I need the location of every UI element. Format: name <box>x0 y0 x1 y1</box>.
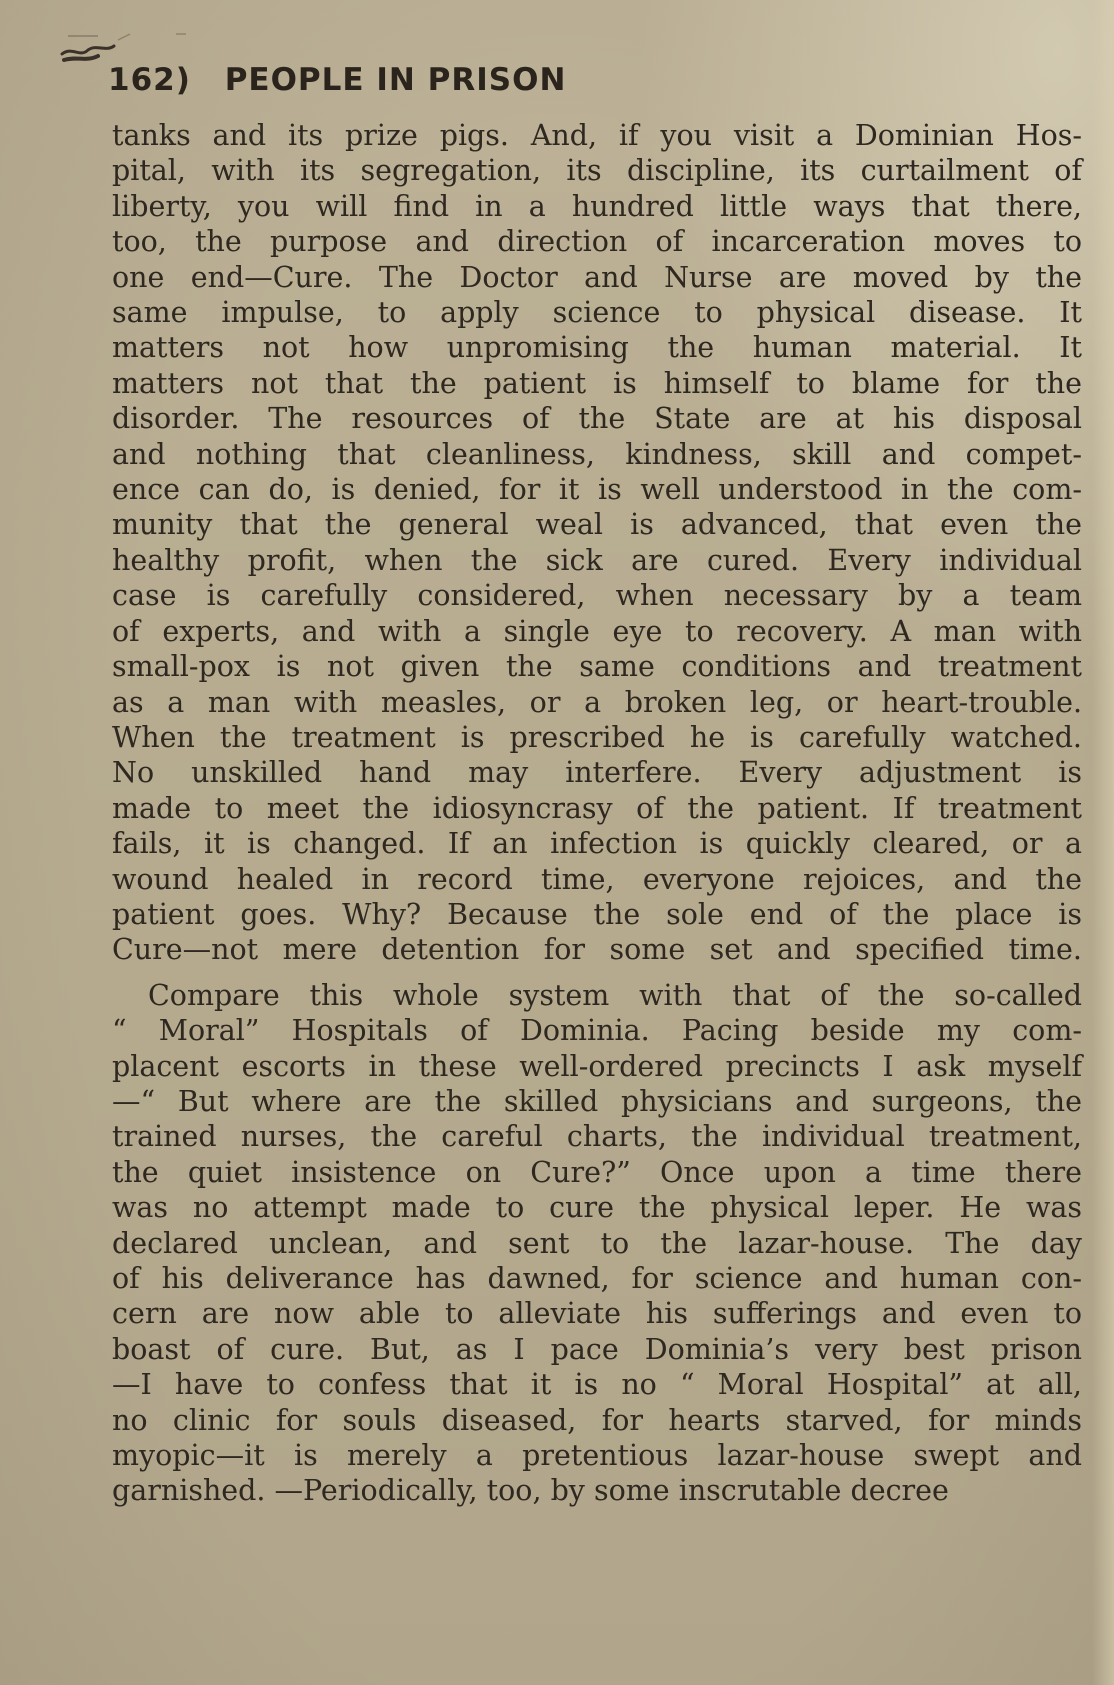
text-line: When the treatment is prescribed he is carefully watched. <box>112 720 1082 754</box>
text-line: “ Moral” Hospitals of Dominia. Pacing beside my com- <box>112 1014 1082 1048</box>
text-line: was no attempt made to cure the physical leper. He was <box>112 1191 1082 1225</box>
text-line: —“ But where are the skilled physicians and surgeons, the <box>112 1084 1082 1118</box>
text-line: of his deliverance has dawned, for science and human con- <box>112 1262 1082 1295</box>
text-line: boast of cure. But, as I pace Dominia’s very best prison <box>112 1332 1082 1366</box>
text-line: no clinic for souls diseased, for hearts starved, for minds <box>112 1403 1082 1437</box>
text-line: liberty, you will find in a hundred little ways that there, <box>112 189 1082 223</box>
text-line: and nothing that cleanliness, kindness, skill and compet- <box>112 437 1082 471</box>
text-line: same impulse, to apply science to physical disease. It <box>112 296 1082 330</box>
running-header <box>108 62 566 98</box>
text-line: declared unclean, and sent to the lazar-house. The day <box>112 1226 1082 1260</box>
paragraph <box>112 978 1082 1509</box>
text-line: No unskilled hand may interfere. Every adjustment is <box>112 756 1082 790</box>
body-text <box>112 118 1082 1509</box>
running-title: PEOPLE IN PRISON <box>224 62 567 98</box>
text-line: patient goes. Why? Because the sole end of the place is <box>112 897 1082 931</box>
text-line: placent escorts in these well-ordered precincts I ask myself <box>112 1049 1082 1083</box>
text-line: Cure—not mere detention for some set and specified time. <box>112 933 1082 967</box>
page-edge <box>1092 0 1114 1685</box>
text-line: healthy profit, when the sick are cured. Every individual <box>112 543 1082 577</box>
text-line: matters not how unpromising the human material. It <box>112 331 1082 365</box>
text-line: trained nurses, the careful charts, the individual treatment, <box>112 1120 1082 1154</box>
text-line: myopic—it is merely a pretentious lazar-house swept and <box>112 1439 1082 1473</box>
text-line: pital, with its segregation, its discipline, its curtailment of <box>112 154 1082 188</box>
text-line: cern are now able to alleviate his sufferings and even to <box>112 1297 1082 1331</box>
text-line: —I have to confess that it is no “ Moral Hospital” at all, <box>112 1368 1082 1402</box>
text-line: too, the purpose and direction of incarceration moves to <box>112 225 1082 259</box>
page-number: 162) <box>108 62 191 98</box>
paragraph-gap <box>112 968 1082 978</box>
paragraph <box>112 118 1082 968</box>
text-line: one end—Cure. The Doctor and Nurse are moved by the <box>112 260 1082 294</box>
text-line: the quiet insistence on Cure?” Once upon a time there <box>112 1155 1082 1189</box>
text-line: tanks and its prize pigs. And, if you visit a Dominian Hos- <box>112 119 1082 152</box>
text-line: disorder. The resources of the State are at his disposal <box>112 402 1082 436</box>
text-line: small-pox is not given the same conditions and treatment <box>112 650 1082 684</box>
text-line: ence can do, is denied, for it is well understood in the com- <box>112 473 1082 507</box>
text-line: munity that the general weal is advanced, that even the <box>112 508 1082 542</box>
text-line: made to meet the idiosyncrasy of the patient. If treatment <box>112 791 1082 825</box>
text-line: Compare this whole system with that of the so-called <box>148 978 1082 1012</box>
text-line: garnished. —Periodically, too, by some inscrutable decree <box>112 1474 949 1508</box>
text-line: matters not that the patient is himself to blame for the <box>112 366 1082 400</box>
text-line: wound healed in record time, everyone rejoices, and the <box>112 862 1082 896</box>
text-line: fails, it is changed. If an infection is quickly cleared, or a <box>112 827 1082 861</box>
text-line: of experts, and with a single eye to recovery. A man with <box>112 614 1082 648</box>
text-line: case is carefully considered, when necessary by a team <box>112 579 1082 613</box>
text-line: as a man with measles, or a broken leg, or heart-trouble. <box>112 685 1082 719</box>
